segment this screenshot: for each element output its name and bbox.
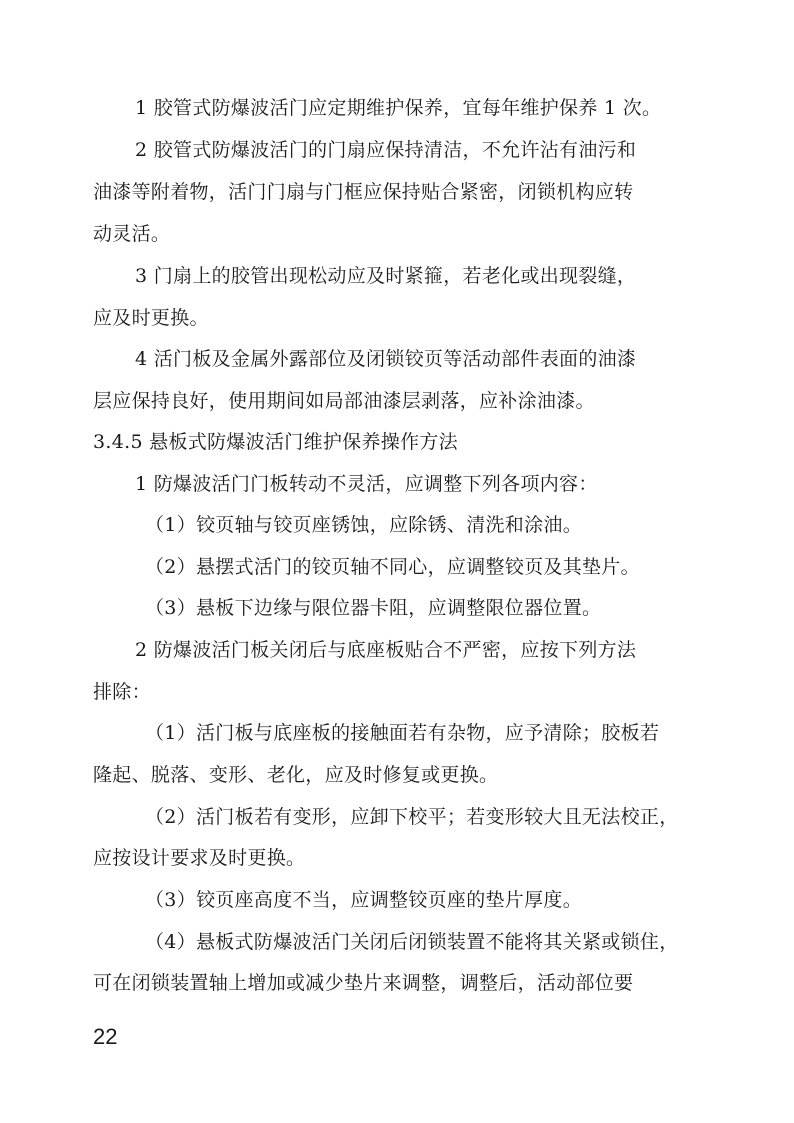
list-item: （1）铰页轴与铰页座锈蚀，应除锈、清洗和涂油。 (145, 514, 582, 536)
list-item: （2）活门板若有变形，应卸下校平；若变形较大且无法校正， (145, 806, 679, 828)
page-number: 22 (93, 1024, 118, 1049)
text-line: 动灵活。 (93, 223, 171, 245)
list-item: （1）活门板与底座板的接触面若有杂物，应予清除；胶板若 (145, 722, 660, 744)
text-line: 应按设计要求及时更换。 (93, 847, 306, 869)
text-line: 应及时更换。 (93, 307, 209, 329)
text-line: 隆起、脱落、变形、老化，应及时修复或更换。 (93, 764, 499, 786)
text-line: 2 防爆波活门板关闭后与底座板贴合不严密，应按下列方法 (135, 639, 637, 661)
text-line: 1 防爆波活门门板转动不灵活，应调整下列各项内容： (135, 473, 598, 495)
section-heading: 3.4.5 悬板式防爆波活门维护保养操作方法 (93, 431, 458, 453)
text-line: 1 胶管式防爆波活门应定期维护保养，宜每年维护保养 1 次。 (135, 97, 662, 119)
text-line: 层应保持良好，使用期间如局部油漆层剥落，应补涂油漆。 (93, 390, 595, 412)
list-item: （4）悬板式防爆波活门关闭后闭锁装置不能将其关紧或锁住， (145, 931, 679, 953)
text-line: 4 活门板及金属外露部位及闭锁铰页等活动部件表面的油漆 (135, 348, 637, 370)
text-line: 排除： (93, 681, 151, 703)
list-item: （3）悬板下边缘与限位器卡阻，应调整限位器位置。 (145, 597, 602, 619)
text-line: 3 门扇上的胶管出现松动应及时紧箍，若老化或出现裂缝， (135, 265, 637, 287)
list-item: （2）悬摆式活门的铰页轴不同心，应调整铰页及其垫片。 (145, 556, 640, 578)
text-line: 2 胶管式防爆波活门的门扇应保持清洁，不允许沾有油污和 (135, 139, 637, 161)
text-line: 油漆等附着物，活门门扇与门框应保持贴合紧密，闭锁机构应转 (93, 181, 634, 203)
list-item: （3）铰页座高度不当，应调整铰页座的垫片厚度。 (145, 889, 582, 911)
text-line: 可在闭锁装置轴上增加或减少垫片来调整，调整后，活动部位要 (93, 972, 634, 994)
